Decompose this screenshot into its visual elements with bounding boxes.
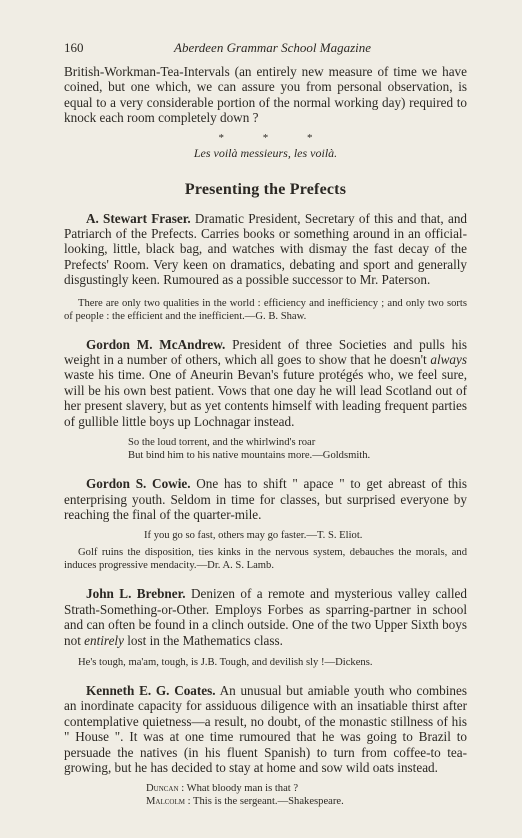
emphasis: always bbox=[430, 352, 467, 368]
quote-text: There are only two qualities in the world : efficiency and inefficiency ; and only two sorts of people : the efficient and the inefficient.—G. B. Shaw. bbox=[64, 297, 467, 322]
prefect-entry-cowie bbox=[64, 476, 467, 522]
prefect-description: Dramatic President, Secretary of this and that, and Patriarch of the Prefects. Carries books or something around in an official-looking, little, black bag, and watches with dismay the fast decay of the Prefects' Room. Very keen on dramatics, debating and sport and generally disgustingly keen. Rumoured as a possible successor to Mr. Paterson. bbox=[64, 210, 468, 288]
quote-text: He's tough, ma'am, tough, is J.B. Tough, and devilish sly !—Dickens. bbox=[78, 656, 373, 668]
prefect-quote bbox=[64, 297, 467, 323]
prefect-name: Kenneth E. G. Coates. bbox=[86, 682, 216, 698]
prefect-quote bbox=[64, 436, 467, 462]
prefect-entry-brebner bbox=[64, 586, 467, 648]
prefect-quote bbox=[64, 782, 467, 808]
prefect-description: An unusual but amiable youth who combines an inordinate capacity for assiduous diligence with an insatiable thirst after contemplative quietness—a result, no doubt, of the monastic stillness of his " House ". It was at one time rumoured that he was going to Brazil to persuade the natives (in his fluent Spanish) to turn from coffee-to tea-growing, but he has decided to stay at home and sow wild oats instead. bbox=[64, 682, 468, 775]
quote-line: So the loud torrent, and the whirlwind's roar bbox=[128, 437, 316, 449]
prefect-entry-mcandrew bbox=[64, 337, 467, 429]
prefect-name: Gordon M. McAndrew. bbox=[86, 336, 226, 352]
dialogue-line bbox=[146, 782, 467, 795]
speaker-name: Malcolm bbox=[146, 796, 185, 808]
dialogue-text: : What bloody man is that ? bbox=[178, 783, 299, 795]
prefect-entry-coates bbox=[64, 683, 467, 775]
prefect-quote bbox=[64, 529, 467, 542]
prefect-name: Gordon S. Cowie. bbox=[86, 476, 191, 492]
prefect-description: Denizen of a remote and mysterious valley called Strath-Something-or-Other. Employs Forbes as sparring-partner in school and can often be found in a clinch outside. One of the two Upper Sixth boys not bbox=[64, 586, 467, 648]
prefect-quote bbox=[64, 546, 467, 572]
tagline: Les voilà messieurs, les voilà. bbox=[193, 145, 338, 160]
prefect-entry-fraser bbox=[64, 211, 467, 288]
prefect-name: A. Stewart Fraser. bbox=[86, 210, 191, 226]
dialogue-line bbox=[146, 795, 467, 808]
dialogue-text: : This is the sergeant.—Shakespeare. bbox=[184, 796, 344, 808]
emphasis: entirely bbox=[84, 632, 124, 648]
running-head bbox=[64, 40, 467, 60]
intro-paragraph: British-Workman-Tea-Intervals (an entirely new measure of time we have coined, but one which, we can assure you from personal observation, is equal to a very considerable portion of the normal working day) required to knock each room completely down ? bbox=[64, 64, 467, 126]
prefect-name: John L. Brebner. bbox=[86, 586, 186, 602]
prefect-description: One has to shift " apace " to get abreast of this enterprising youth. Seldom in time for classes, but surprised everyone by reaching the final of the quarter-mile. bbox=[64, 476, 468, 522]
quote-line: If you go so fast, others may go faster.—T. S. Eliot. bbox=[144, 530, 363, 542]
prefect-quote bbox=[64, 656, 467, 669]
section-title: Presenting the Prefects bbox=[184, 180, 347, 198]
quote-line: But bind him to his native mountains more.—Goldsmith. bbox=[128, 450, 371, 462]
prefect-description: waste his time. One of Aneurin Bevan's future protégés who, we feel sure, will be his own best patient. Vows that one day he will lead Scotland out of her present slavery, but as yet contents himself with leading frequent parties of gullible little boys up Lochnagar instead. bbox=[64, 367, 467, 429]
running-title: Aberdeen Grammar School Magazine bbox=[174, 40, 372, 55]
section-divider-stars: * * * bbox=[218, 131, 331, 144]
prefect-description: President of three Societies and pulls his weight in a number of others, which all goes to show that he doesn't bbox=[64, 336, 467, 368]
quote-line: Golf ruins the disposition, ties kinks in the nervous system, debauches the morals, and induces progressive mendacity.—Dr. A. S. Lamb. bbox=[64, 547, 467, 572]
prefect-description: lost in the Mathematics class. bbox=[123, 632, 283, 648]
speaker-name: Duncan bbox=[146, 783, 179, 795]
page-number: 160 bbox=[64, 40, 84, 55]
